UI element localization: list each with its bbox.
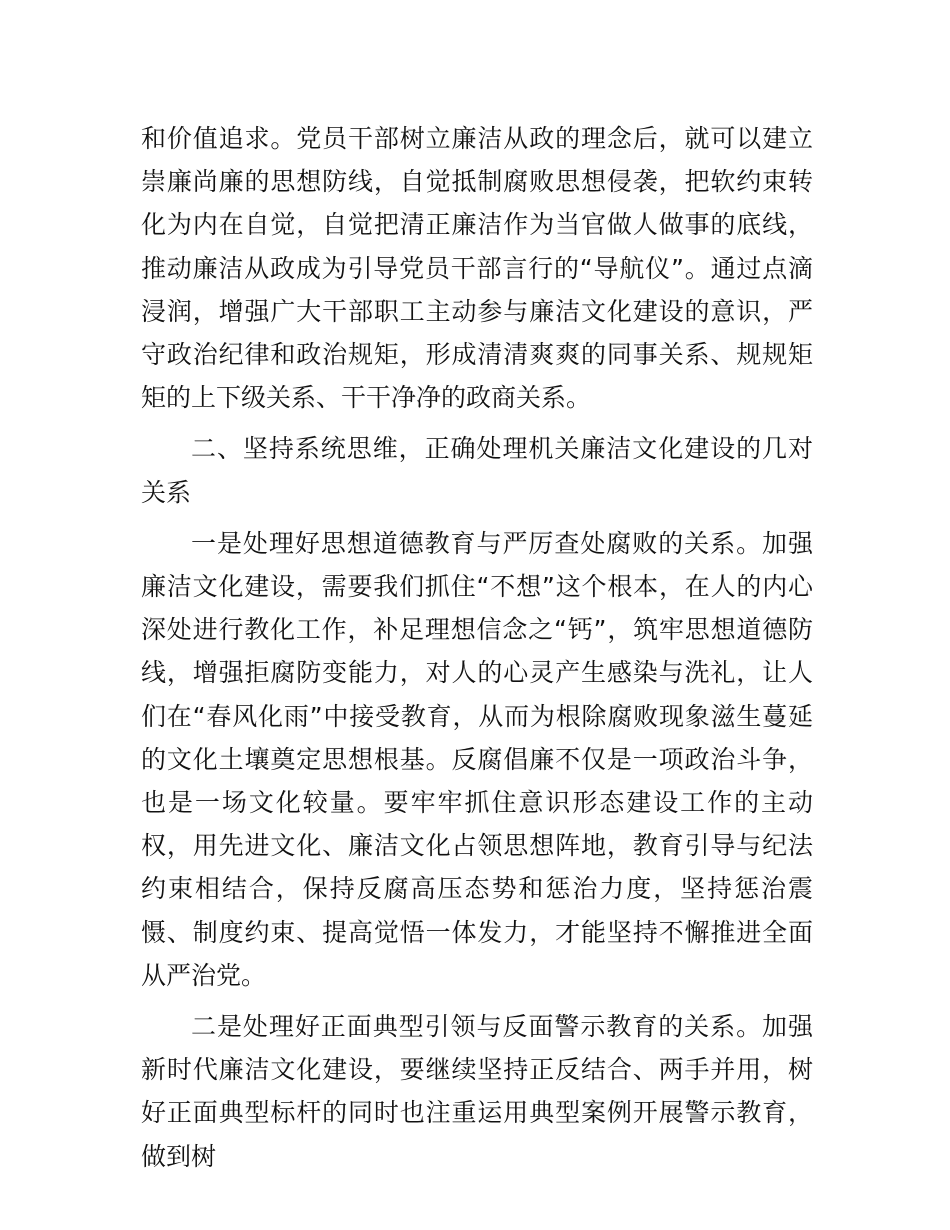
paragraph-ethics-education: 一是处理好思想道德教育与严厉查处腐败的关系。加强廉洁文化建设，需要我们抓住“不想”这个根本，在人的内心深处进行教化工作，补足理想信念之“钙”，筑牢思想道德防线，增强拒腐防变能力，对人的心灵产生感染与洗礼，让人们在“春风化雨”中接受教育，从而为根除腐败现象滋生蔓延的文化土壤奠定思想根基。反腐倡廉不仅是一项政治斗争，也是一场文化较量。要牢牢抓住意识形态建设工作的主动权，用先进文化、廉洁文化占领思想阵地，教育引导与纪法约束相结合，保持反腐高压态势和惩治力度，坚持惩治震慑、制度约束、提高觉悟一体发力，才能坚持不懈推进全面从严治党。 (141, 528, 813, 990)
paragraph-continuation: 和价值追求。党员干部树立廉洁从政的理念后，就可以建立崇廉尚廉的思想防线，自觉抵制腐败思想侵袭，把软约束转化为内在自觉，自觉把清正廉洁作为当官做人做事的底线，推动廉洁从政成为引导党员干部言行的“导航仪”。通过点滴浸润，增强广大干部职工主动参与廉洁文化建设的意识，严守政治纪律和政治规矩，形成清清爽爽的同事关系、规规矩矩的上下级关系、干干净净的政商关系。 (141, 124, 813, 413)
document-body (141, 117, 813, 1178)
paragraph-positive-negative-examples: 二是处理好正面典型引领与反面警示教育的关系。加强新时代廉洁文化建设，要继续坚持正反结合、两手并用，树好正面典型标杆的同时也注重运用典型案例开展警示教育，做到树 (141, 1012, 813, 1171)
section-heading: 二、坚持系统思维，正确处理机关廉洁文化建设的几对关系 (141, 434, 813, 507)
